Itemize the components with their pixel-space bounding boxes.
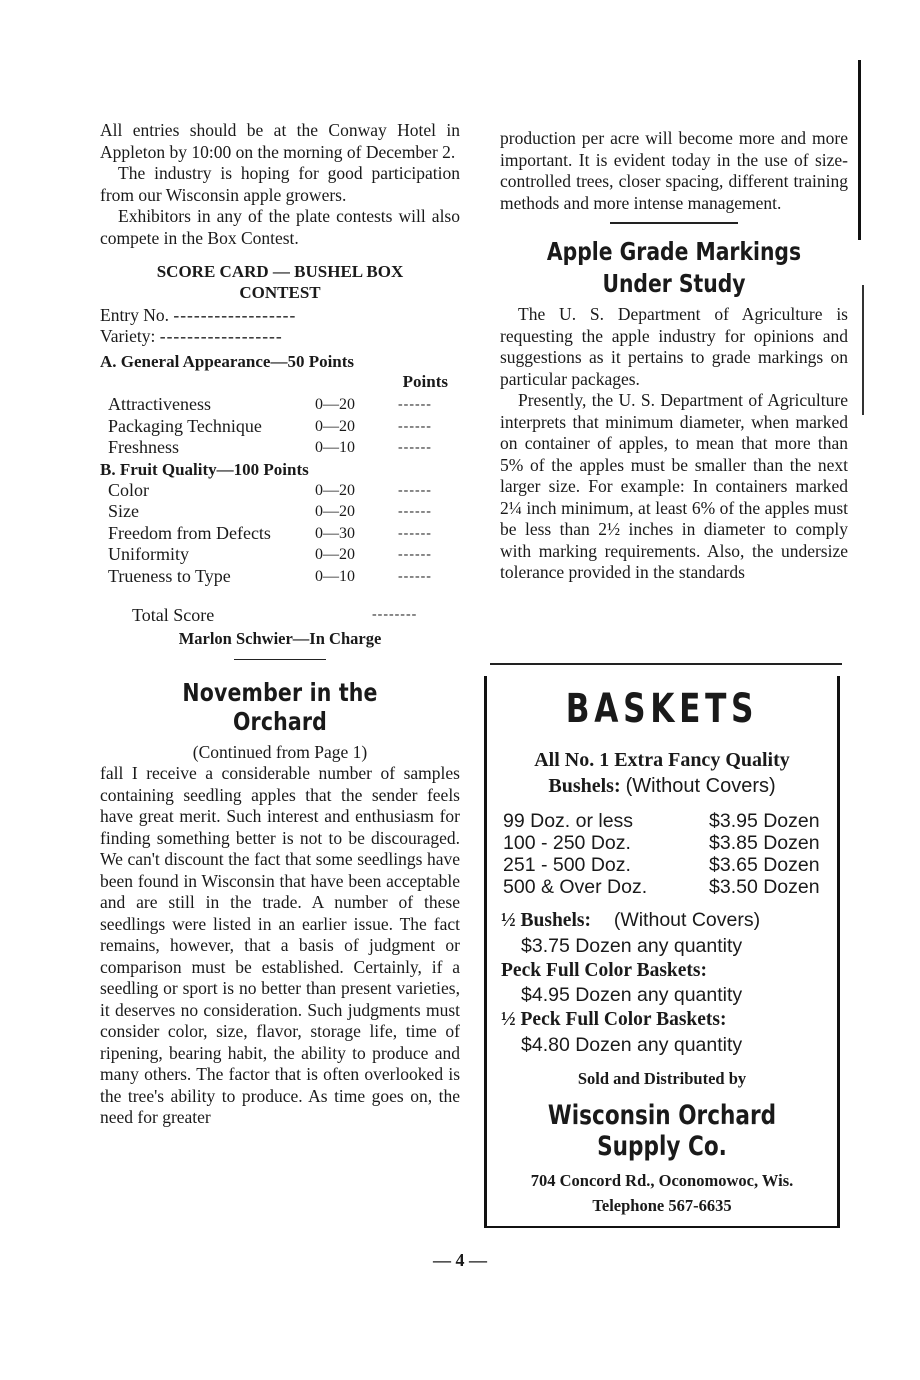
criterion-blank: ------ (398, 504, 432, 519)
criterion-range: 0—20 (315, 503, 355, 520)
variety-label: Variety: (100, 326, 156, 346)
criterion-blank: ------ (398, 482, 432, 498)
article-heading-line: Under Study (602, 269, 746, 298)
entry-number-line (100, 305, 460, 326)
criterion-range: 0—30 (315, 524, 355, 542)
criterion-row (100, 394, 460, 416)
half-peck-price: $4.80 Dozen any quantity (521, 1034, 743, 1056)
criterion-name: Freedom from Defects (108, 522, 271, 543)
criterion-range: 0—20 (315, 396, 355, 413)
criterion-blank: ------ (398, 440, 432, 455)
criterion-blank: ------ (398, 418, 432, 434)
variety-line (100, 326, 460, 347)
left-column (100, 120, 460, 1129)
criterion-name: Trueness to Type (108, 565, 231, 586)
ad-subtitle-note: (Without Covers) (625, 775, 776, 797)
article-paragraph: Presently, the U. S. Department of Agriculture interprets that minimum diameter, when marked on container of apples, to mean that more than 5% of the apples must be smaller than the next larger size. For example: In containers marked 2¼ inch minimum, at least 6% of the apples must be less than 2½ inches in diameter to comply with marking requirements. Also, the undersize tolerance provided in the standards (500, 390, 848, 582)
continuation-paragraph: production per acre will become more and more important. It is evident today in the use of size-controlled trees, closer spacing, different training methods and more intense management. (500, 128, 848, 213)
baskets-advertisement (484, 676, 840, 1228)
half-peck-label (501, 1009, 827, 1031)
ad-subtitle-bushels: Bushels: (548, 775, 621, 797)
section-a-list (100, 394, 460, 459)
peck-label-text: Peck Full Color Baskets: (501, 960, 708, 981)
criterion-name: Attractiveness (108, 394, 211, 414)
criterion-name: Freshness (108, 437, 179, 457)
company-name (487, 1100, 837, 1162)
section-b-list (100, 480, 460, 588)
ad-subtitle (487, 747, 837, 799)
intro-paragraph: The industry is hoping for good participation from our Wisconsin apple growers. (100, 163, 460, 205)
criterion-row (100, 480, 460, 502)
criterion-range: 0—20 (315, 481, 355, 499)
criterion-blank: ------ (398, 568, 432, 584)
article-heading-line: Apple Grade Markings (546, 237, 802, 266)
article-title: November in the Orchard (182, 678, 378, 736)
company-address: 704 Concord Rd., Oconomowoc, Wis. (530, 1171, 794, 1190)
price-quantity: 100 - 250 Doz. (503, 832, 631, 854)
page-number: — 4 — (433, 1250, 487, 1270)
company-telephone: Telephone 567-6635 (592, 1196, 732, 1215)
price-row (503, 876, 833, 898)
criterion-row (100, 501, 460, 523)
criterion-range: 0—20 (315, 546, 355, 563)
ad-subtitle-line: All No. 1 Extra Fancy Quality (534, 749, 790, 771)
half-peck-label-text: ½ Peck Full Color Baskets: (501, 1009, 727, 1030)
edge-rule-lower (862, 285, 864, 415)
criterion-name: Color (108, 479, 150, 500)
peck-label (501, 960, 827, 982)
entry-label: Entry No. (100, 305, 170, 325)
criterion-range: 0—10 (315, 567, 355, 585)
ad-title: BASKETS (565, 686, 759, 732)
article-paragraph: The U. S. Department of Agriculture is requesting the apple industry for opinions and suggestions as it pertains to grade markings on particular packages. (500, 304, 848, 389)
right-column (500, 128, 848, 584)
price-quantity: 500 & Over Doz. (503, 876, 648, 898)
price-value: $3.85 Dozen (709, 832, 820, 854)
ad-top-rule (490, 663, 842, 665)
criterion-row (100, 544, 460, 566)
half-bushels-price: $3.75 Dozen any quantity (521, 935, 743, 957)
price-row (503, 832, 833, 854)
points-header: Points (402, 372, 448, 391)
total-score-blank: -------- (372, 607, 418, 622)
price-row (503, 854, 833, 876)
criterion-range: 0—10 (315, 439, 355, 456)
price-value: $3.95 Dozen (709, 810, 820, 832)
divider (610, 222, 738, 224)
peck-price: $4.95 Dozen any quantity (521, 984, 743, 1006)
price-value: $3.65 Dozen (709, 854, 820, 876)
criterion-row (100, 437, 460, 459)
score-card-title (100, 261, 460, 303)
criterion-name: Uniformity (108, 544, 189, 564)
contest-credit: Marlon Schwier—In Charge (178, 629, 382, 648)
company-name-line: Wisconsin Orchard (547, 1100, 777, 1131)
divider (234, 659, 326, 660)
score-card-title-line: SCORE CARD — BUSHEL BOX (156, 262, 404, 281)
criterion-row (100, 523, 460, 545)
intro-paragraph: All entries should be at the Conway Hotel in Appleton by 10:00 on the morning of December 2. (100, 120, 460, 162)
price-value: $3.50 Dozen (709, 876, 820, 898)
article-heading (530, 236, 819, 300)
continued-note: (Continued from Page 1) (192, 742, 368, 762)
criterion-name: Size (108, 501, 139, 521)
company-name-line: Supply Co. (597, 1131, 727, 1162)
edge-rule (858, 60, 861, 240)
section-b-heading: B. Fruit Quality—100 Points (100, 459, 309, 479)
criterion-row (100, 416, 460, 438)
criterion-row (100, 566, 460, 588)
half-bushels-note: (Without Covers) (613, 909, 761, 931)
criterion-blank: ------ (398, 547, 432, 562)
criterion-name: Packaging Technique (108, 415, 262, 436)
section-a-heading: A. General Appearance—50 Points (100, 352, 355, 371)
entry-blank: ------------------ (173, 305, 297, 325)
total-score-label: Total Score (132, 605, 215, 625)
article-body: fall I receive a considerable number of samples containing seedling apples that the sender feels have great merit. Such interest and enthusiasm for finding something better is not to be discouraged. We can't discount the fact that some seedlings have been found in Wisconsin that have been acceptable and are still in the trade. A number of these seedlings were listed in an earlier issue. The fact remains, however, that a basis of judgment or comparison must be established. Certainly, if a seedling or sport is no better than present varieties, it deserves no consideration. Such judgments must consider color, size, flavor, storage life, time of ripening, bearing habit, the ability to produce and many others. The factor that is often overlooked is the tree's ability to produce. As time goes on, the need for greater (100, 763, 460, 1127)
total-score-row (100, 605, 460, 629)
price-quantity: 251 - 500 Doz. (503, 854, 631, 876)
half-bushels-line (501, 909, 827, 932)
half-bushels-label: ½ Bushels: (501, 910, 591, 931)
criterion-blank: ------ (398, 397, 432, 412)
variety-blank: ------------------ (159, 326, 283, 346)
price-row (503, 810, 833, 832)
criterion-blank: ------ (398, 525, 432, 541)
sold-by: Sold and Distributed by (577, 1069, 747, 1088)
intro-paragraph: Exhibitors in any of the plate contests will also compete in the Box Contest. (100, 206, 460, 248)
score-card-title-line: CONTEST (239, 283, 321, 302)
price-quantity: 99 Doz. or less (503, 810, 634, 832)
criterion-range: 0—20 (315, 417, 355, 435)
